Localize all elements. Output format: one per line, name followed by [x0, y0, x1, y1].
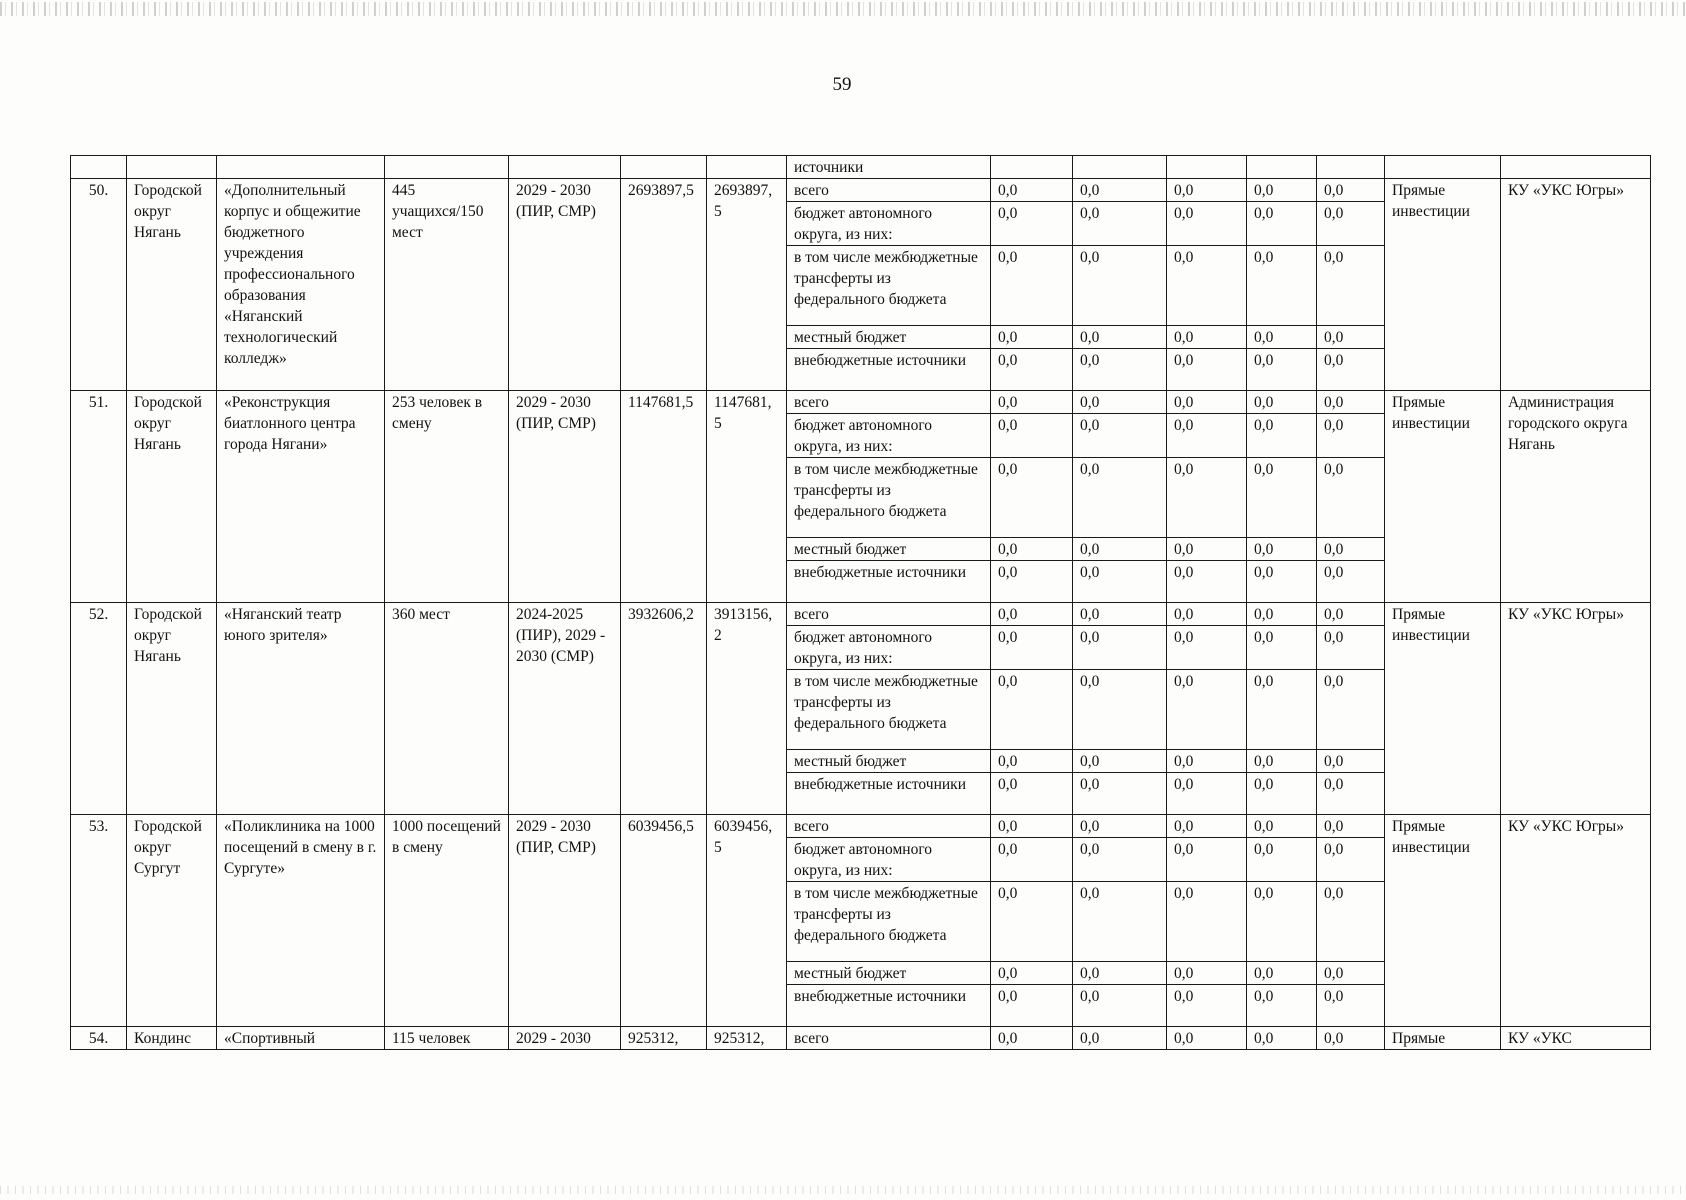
- funding-value-cell: 0,0: [991, 882, 1073, 962]
- table-row: [71, 603, 1651, 626]
- funding-source-cell: бюджет автономного округа, из них:: [787, 838, 991, 882]
- funding-value-cell: 0,0: [991, 561, 1073, 603]
- object-name-cell: «Дополнительный корпус и общежитие бюджетного учреждения профессионального образования «Няганский технологический колледж»: [217, 179, 385, 391]
- capacity-cell: 360 мест: [385, 603, 509, 815]
- capacity-cell: 253 человек в смену: [385, 391, 509, 603]
- funding-source-cell: в том числе межбюджетные трансферты из федерального бюджета: [787, 882, 991, 962]
- mechanism-cell: Прямые инвестиции: [1385, 603, 1501, 815]
- funding-value-cell: 0,0: [1317, 349, 1385, 391]
- funding-value-cell: 0,0: [1247, 670, 1317, 750]
- funding-value-cell: 0,0: [991, 246, 1073, 326]
- capacity-cell: 445 учащихся/150 мест: [385, 179, 509, 391]
- page-number: 59: [832, 74, 852, 95]
- funding-source-cell: местный бюджет: [787, 750, 991, 773]
- funding-value-cell: 0,0: [1167, 815, 1247, 838]
- remaining-cost-cell: 925312,: [707, 1027, 787, 1050]
- funding-value-cell: 0,0: [1247, 882, 1317, 962]
- municipality-cell: Городской округ Сургут: [127, 815, 217, 1027]
- table-row: [71, 815, 1651, 838]
- mechanism-cell: Прямые: [1385, 1027, 1501, 1050]
- object-name-cell: «Няганский театр юного зрителя»: [217, 603, 385, 815]
- row-number: 50.: [71, 179, 127, 391]
- object-name-cell: «Поликлиника на 1000 посещений в смену в г. Сургуте»: [217, 815, 385, 1027]
- funding-source-cell: внебюджетные источники: [787, 773, 991, 815]
- funding-source-cell: бюджет автономного округа, из них:: [787, 414, 991, 458]
- funding-value-cell: 0,0: [1167, 179, 1247, 202]
- funding-value-cell: 0,0: [1317, 626, 1385, 670]
- funding-value-cell: 0,0: [1073, 349, 1167, 391]
- funding-value-cell: 0,0: [1247, 326, 1317, 349]
- funding-value-cell: 0,0: [1247, 815, 1317, 838]
- funding-source-cell: внебюджетные источники: [787, 985, 991, 1027]
- funding-value-cell: 0,0: [1317, 458, 1385, 538]
- scan-edge-top: [0, 2, 1686, 16]
- funding-value-cell: 0,0: [991, 349, 1073, 391]
- object-name-cell: «Реконструкция биатлонного центра города Нягани»: [217, 391, 385, 603]
- object-name-cell: «Спортивный: [217, 1027, 385, 1050]
- responsible-cell: КУ «УКС Югры»: [1501, 179, 1651, 391]
- remaining-cost-cell: 2693897,5: [707, 179, 787, 391]
- funding-value-cell: 0,0: [991, 750, 1073, 773]
- funding-value-cell: 0,0: [1167, 246, 1247, 326]
- row-number: 53.: [71, 815, 127, 1027]
- table-row-cut: [71, 1027, 1651, 1050]
- funding-source-cell: в том числе межбюджетные трансферты из федерального бюджета: [787, 670, 991, 750]
- funding-value-cell: 0,0: [991, 985, 1073, 1027]
- funding-source-cell: всего: [787, 1027, 991, 1050]
- period-cell: 2029 - 2030: [509, 1027, 621, 1050]
- table-row: [71, 179, 1651, 202]
- funding-value-cell: 0,0: [1167, 538, 1247, 561]
- funding-value-cell: 0,0: [1073, 202, 1167, 246]
- municipality-cell: Городской округ Нягань: [127, 603, 217, 815]
- funding-value-cell: 0,0: [1073, 1027, 1167, 1050]
- funding-source-cell: бюджет автономного округа, из них:: [787, 626, 991, 670]
- funding-value-cell: 0,0: [1167, 458, 1247, 538]
- funding-value-cell: 0,0: [1247, 246, 1317, 326]
- funding-value-cell: 0,0: [1073, 985, 1167, 1027]
- funding-value-cell: 0,0: [1317, 773, 1385, 815]
- funding-value-cell: 0,0: [1073, 773, 1167, 815]
- funding-value-cell: 0,0: [1247, 458, 1317, 538]
- funding-value-cell: 0,0: [1167, 773, 1247, 815]
- funding-value-cell: 0,0: [1167, 603, 1247, 626]
- funding-value-cell: 0,0: [1247, 985, 1317, 1027]
- remaining-cost-cell: 6039456,5: [707, 815, 787, 1027]
- funding-value-cell: 0,0: [1247, 538, 1317, 561]
- funding-value-cell: 0,0: [1167, 561, 1247, 603]
- funding-value-cell: 0,0: [1317, 391, 1385, 414]
- row-number: 51.: [71, 391, 127, 603]
- funding-value-cell: 0,0: [991, 326, 1073, 349]
- funding-value-cell: 0,0: [1317, 179, 1385, 202]
- funding-source-cell: внебюджетные источники: [787, 561, 991, 603]
- funding-value-cell: 0,0: [991, 202, 1073, 246]
- funding-value-cell: 0,0: [1317, 670, 1385, 750]
- funding-value-cell: 0,0: [1247, 773, 1317, 815]
- funding-value-cell: 0,0: [1317, 414, 1385, 458]
- funding-value-cell: 0,0: [1073, 815, 1167, 838]
- funding-source-cell: всего: [787, 179, 991, 202]
- total-cost-cell: 2693897,5: [621, 179, 707, 391]
- funding-value-cell: 0,0: [1247, 962, 1317, 985]
- funding-value-cell: 0,0: [1167, 202, 1247, 246]
- investment-objects-table: [70, 155, 1651, 1050]
- total-cost-cell: 3932606,2: [621, 603, 707, 815]
- table-row: [71, 391, 1651, 414]
- funding-value-cell: 0,0: [1167, 670, 1247, 750]
- municipality-cell: Городской округ Нягань: [127, 391, 217, 603]
- funding-value-cell: 0,0: [1073, 458, 1167, 538]
- funding-source-cell: всего: [787, 603, 991, 626]
- funding-value-cell: 0,0: [1073, 538, 1167, 561]
- funding-value-cell: 0,0: [1317, 882, 1385, 962]
- funding-value-cell: 0,0: [991, 670, 1073, 750]
- funding-value-cell: 0,0: [1073, 962, 1167, 985]
- funding-value-cell: 0,0: [991, 773, 1073, 815]
- funding-value-cell: 0,0: [1317, 750, 1385, 773]
- total-cost-cell: 925312,: [621, 1027, 707, 1050]
- funding-value-cell: 0,0: [991, 458, 1073, 538]
- responsible-cell: КУ «УКС: [1501, 1027, 1651, 1050]
- funding-value-cell: 0,0: [991, 838, 1073, 882]
- funding-value-cell: 0,0: [991, 391, 1073, 414]
- funding-value-cell: 0,0: [1247, 349, 1317, 391]
- funding-value-cell: 0,0: [1073, 326, 1167, 349]
- funding-value-cell: 0,0: [1073, 626, 1167, 670]
- funding-value-cell: 0,0: [1167, 838, 1247, 882]
- municipality-cell: Городской округ Нягань: [127, 179, 217, 391]
- total-cost-cell: 6039456,5: [621, 815, 707, 1027]
- funding-value-cell: 0,0: [1167, 962, 1247, 985]
- row-number: 54.: [71, 1027, 127, 1050]
- funding-value-cell: 0,0: [1317, 326, 1385, 349]
- funding-value-cell: 0,0: [1317, 603, 1385, 626]
- responsible-cell: КУ «УКС Югры»: [1501, 603, 1651, 815]
- funding-value-cell: 0,0: [1167, 349, 1247, 391]
- funding-value-cell: 0,0: [1247, 750, 1317, 773]
- funding-source-cell: всего: [787, 815, 991, 838]
- total-cost-cell: 1147681,5: [621, 391, 707, 603]
- funding-value-cell: 0,0: [1073, 750, 1167, 773]
- funding-source-cell: местный бюджет: [787, 962, 991, 985]
- period-cell: 2029 - 2030 (ПИР, СМР): [509, 179, 621, 391]
- funding-value-cell: 0,0: [1247, 414, 1317, 458]
- funding-value-cell: 0,0: [1317, 838, 1385, 882]
- funding-value-cell: 0,0: [991, 626, 1073, 670]
- responsible-cell: КУ «УКС Югры»: [1501, 815, 1651, 1027]
- funding-value-cell: 0,0: [1317, 962, 1385, 985]
- funding-value-cell: 0,0: [1247, 561, 1317, 603]
- funding-value-cell: 0,0: [1317, 985, 1385, 1027]
- funding-value-cell: 0,0: [1073, 246, 1167, 326]
- funding-source-cell: местный бюджет: [787, 538, 991, 561]
- funding-value-cell: 0,0: [1167, 1027, 1247, 1050]
- funding-source-cell: в том числе межбюджетные трансферты из федерального бюджета: [787, 458, 991, 538]
- carried-over-row: [71, 156, 1651, 179]
- scan-edge-bottom: [0, 1186, 1686, 1194]
- funding-value-cell: 0,0: [1317, 202, 1385, 246]
- funding-value-cell: 0,0: [1317, 246, 1385, 326]
- funding-value-cell: 0,0: [1247, 202, 1317, 246]
- funding-value-cell: 0,0: [1317, 815, 1385, 838]
- funding-value-cell: 0,0: [1247, 1027, 1317, 1050]
- funding-value-cell: 0,0: [991, 1027, 1073, 1050]
- funding-value-cell: 0,0: [991, 179, 1073, 202]
- funding-value-cell: 0,0: [1073, 561, 1167, 603]
- funding-value-cell: 0,0: [1167, 750, 1247, 773]
- funding-value-cell: 0,0: [1247, 391, 1317, 414]
- funding-value-cell: 0,0: [1073, 882, 1167, 962]
- funding-value-cell: 0,0: [1247, 603, 1317, 626]
- funding-value-cell: 0,0: [1317, 538, 1385, 561]
- mechanism-cell: Прямые инвестиции: [1385, 179, 1501, 391]
- funding-value-cell: 0,0: [1073, 179, 1167, 202]
- funding-value-cell: 0,0: [991, 603, 1073, 626]
- funding-value-cell: 0,0: [1317, 561, 1385, 603]
- funding-value-cell: 0,0: [1167, 882, 1247, 962]
- funding-source-cell: местный бюджет: [787, 326, 991, 349]
- funding-source-cell: в том числе межбюджетные трансферты из федерального бюджета: [787, 246, 991, 326]
- funding-source-cell: всего: [787, 391, 991, 414]
- funding-value-cell: 0,0: [1167, 391, 1247, 414]
- mechanism-cell: Прямые инвестиции: [1385, 391, 1501, 603]
- funding-source-cell: внебюджетные источники: [787, 349, 991, 391]
- funding-value-cell: 0,0: [991, 538, 1073, 561]
- funding-value-cell: 0,0: [1167, 414, 1247, 458]
- capacity-cell: 1000 посещений в смену: [385, 815, 509, 1027]
- responsible-cell: Администрация городского округа Нягань: [1501, 391, 1651, 603]
- capacity-cell: 115 человек: [385, 1027, 509, 1050]
- funding-value-cell: 0,0: [991, 962, 1073, 985]
- funding-value-cell: 0,0: [1167, 326, 1247, 349]
- funding-value-cell: 0,0: [991, 815, 1073, 838]
- municipality-cell: Кондинс: [127, 1027, 217, 1050]
- funding-value-cell: 0,0: [1247, 838, 1317, 882]
- funding-value-cell: 0,0: [1317, 1027, 1385, 1050]
- funding-value-cell: 0,0: [1167, 985, 1247, 1027]
- remaining-cost-cell: 1147681,5: [707, 391, 787, 603]
- funding-source-cell: источники: [787, 156, 991, 179]
- funding-value-cell: 0,0: [1247, 179, 1317, 202]
- remaining-cost-cell: 3913156,2: [707, 603, 787, 815]
- funding-value-cell: 0,0: [1073, 838, 1167, 882]
- funding-value-cell: 0,0: [1247, 626, 1317, 670]
- funding-value-cell: 0,0: [1073, 391, 1167, 414]
- mechanism-cell: Прямые инвестиции: [1385, 815, 1501, 1027]
- funding-value-cell: 0,0: [1073, 603, 1167, 626]
- funding-value-cell: 0,0: [991, 414, 1073, 458]
- period-cell: 2029 - 2030 (ПИР, СМР): [509, 391, 621, 603]
- period-cell: 2024-2025 (ПИР), 2029 - 2030 (СМР): [509, 603, 621, 815]
- funding-source-cell: бюджет автономного округа, из них:: [787, 202, 991, 246]
- funding-value-cell: 0,0: [1073, 414, 1167, 458]
- funding-value-cell: 0,0: [1167, 626, 1247, 670]
- funding-value-cell: 0,0: [1073, 670, 1167, 750]
- row-number: 52.: [71, 603, 127, 815]
- period-cell: 2029 - 2030 (ПИР, СМР): [509, 815, 621, 1027]
